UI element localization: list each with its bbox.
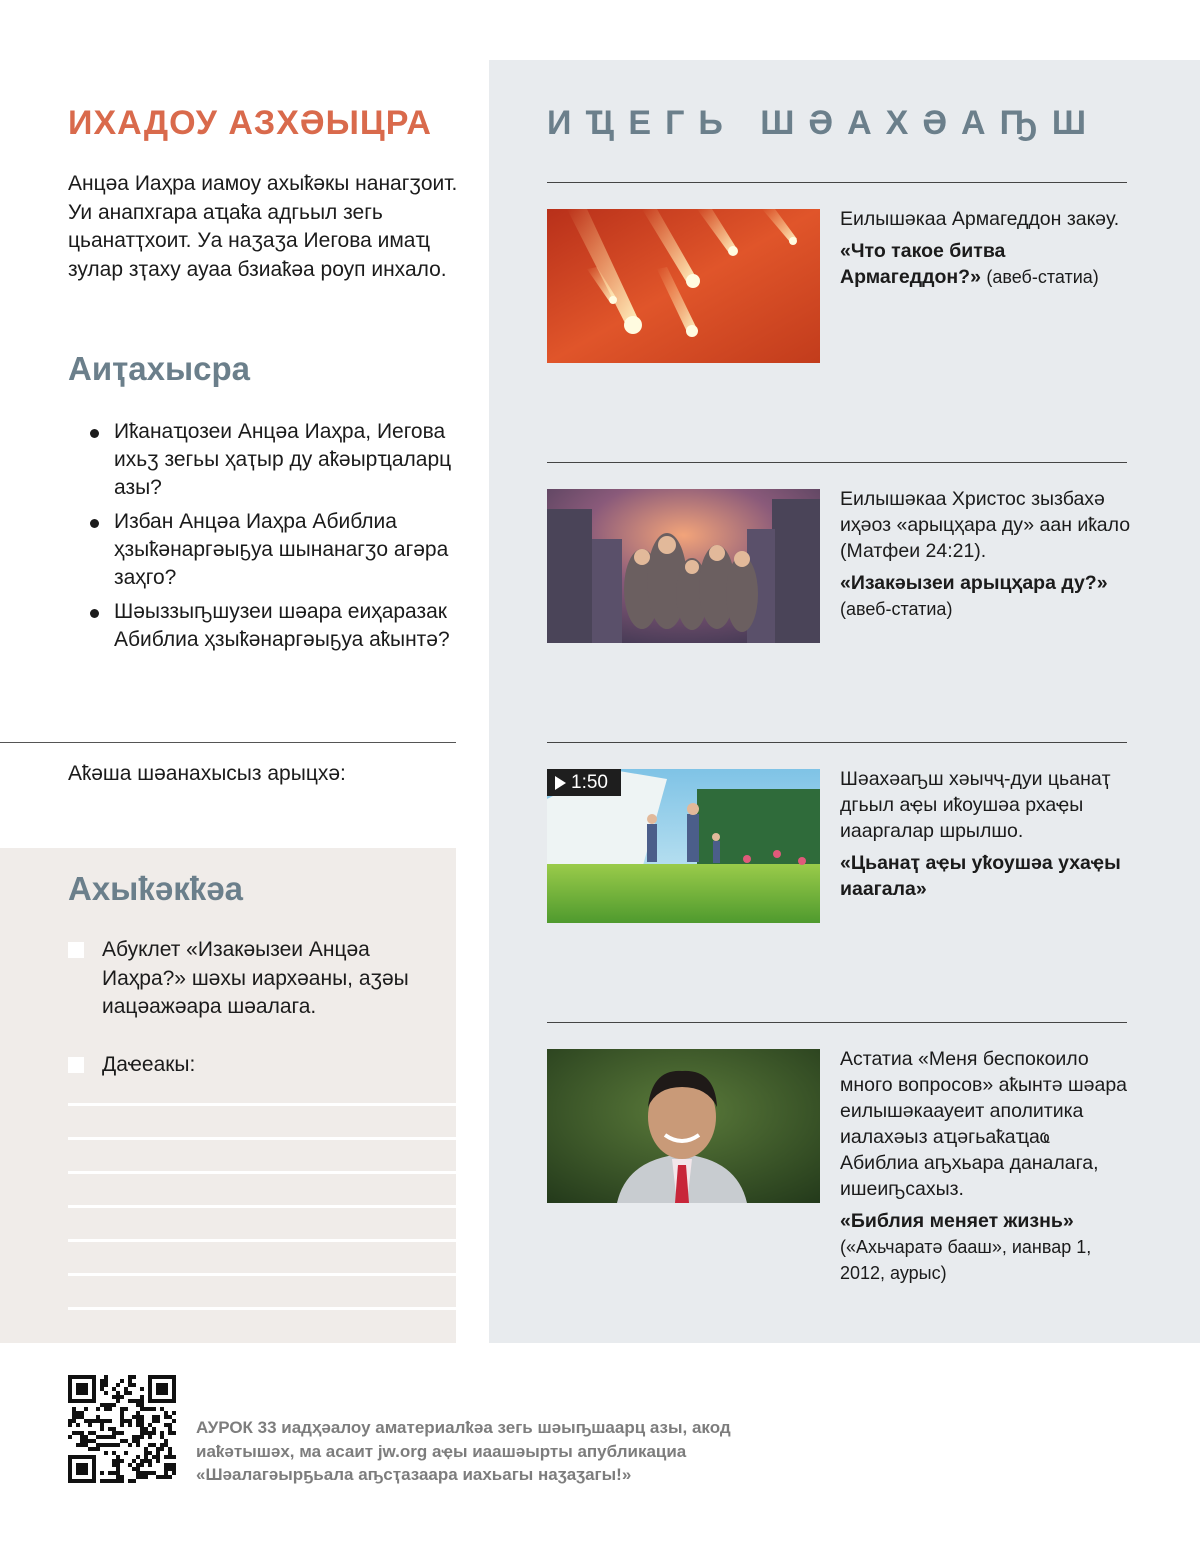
- entry-description: Еилышәкаа Христос зызбахә иҳәоз «арыцҳара ду» аан иҟало (Матфеи 24:21).: [840, 488, 1131, 562]
- bullet-icon: [90, 609, 99, 618]
- summary-text: Анцәа Иаҳра иамоу ахыҟәкы нанагӡоит. Уи анапхгара аҵаҟа адгьыл зегь цьанатҭхоит. Уа наӡаӡа Иегова имаҵ зулар зҭаху ауаа бзиаҟәа роуп инхало.: [68, 172, 458, 281]
- qr-code[interactable]: [68, 1375, 176, 1483]
- review-question-list: [90, 418, 470, 660]
- entry-divider: [547, 462, 1127, 463]
- man-portrait-image[interactable]: [547, 1049, 820, 1203]
- entry-title-link[interactable]: «Изакәызеи арыцҳара ду?»: [840, 572, 1108, 594]
- entry-text: [840, 766, 1132, 902]
- goal-checkbox[interactable]: [68, 942, 84, 958]
- completion-date-label: Аҟәша шәанахысыз арыцхә:: [68, 762, 346, 785]
- entry-title-link[interactable]: «Библия меняет жизнь»: [840, 1210, 1074, 1232]
- video-duration: 1:50: [571, 772, 608, 793]
- review-question: [90, 418, 470, 502]
- entry-type: (авеб-статиа): [840, 599, 953, 619]
- goal-item: [68, 936, 408, 1026]
- writing-line[interactable]: [68, 1273, 456, 1276]
- entry-divider: [547, 1022, 1127, 1023]
- video-duration-badge: [547, 769, 621, 796]
- writing-line[interactable]: [68, 1137, 456, 1140]
- explore-heading: ИҴЕГЬ ШӘАХӘАҦШ: [547, 104, 1101, 142]
- entry-description: Астатиа «Меня беспокоило много вопросов» аҟынтә шәара еилышәкаауеит аполитика иалахәыз аҵәгьаҟаҵаҩ Абиблиа аҧхьара даналага, ишеиҧсахыз.: [840, 1048, 1128, 1200]
- review-question-text: Шәыззыҧшузеи шәара еиҳаразак Абиблиа ҳзыҟәнаргәыҕуа аҟынтә?: [114, 600, 450, 651]
- play-icon: [555, 776, 566, 790]
- review-question-text: Избан Анцәа Иаҳра Абиблиа ҳзыҟәнаргәыҕуа шынанагӡо агәра заҳго?: [114, 510, 449, 589]
- review-question-text: Иҟанаҵозеи Анцәа Иаҳра, Иегова ихьӡ зегьы ҳаҭыр ду аҟәырҵаларц азы?: [114, 420, 452, 499]
- footer-note: АУРОК 33 иадҳәалоу аматериалҟәа зегь шәыҧшаарц азы, акод иаҟәтышәх, ма асаит jw.org аҿы иаашәырты апубликациа «Шәалагәырҕьала аҧсҭазаара иахьагы наӡаӡагы!»: [196, 1418, 731, 1484]
- summary-heading: ИХАДОУ АЗХӘЫЦРА: [68, 104, 432, 142]
- entry-divider: [547, 742, 1127, 743]
- writing-line[interactable]: [68, 1171, 456, 1174]
- entry-title-link[interactable]: «Цьанаҭ аҿы уҟоушәа ухаҿы иаагала»: [840, 852, 1121, 900]
- goal-checkbox[interactable]: [68, 1057, 84, 1073]
- entry-type: («Ахьчаратә бааш», ианвар 1, 2012, аурыс): [840, 1237, 1092, 1283]
- review-question: [90, 508, 470, 592]
- bullet-icon: [90, 519, 99, 528]
- review-heading: Аиҭахысра: [68, 350, 251, 387]
- goals-heading: Ахыҟәкҟәа: [68, 870, 243, 907]
- review-question: [90, 598, 470, 654]
- entry-divider: [547, 182, 1127, 183]
- section-divider: [0, 742, 456, 743]
- writing-line[interactable]: [68, 1103, 456, 1106]
- entry-description: Шәахәаҧш хәычҷ-дуи цьанаҭ дгьыл аҿы иҟоушәа рхаҿы иааргалар шрылшо.: [840, 768, 1111, 842]
- writing-line[interactable]: [68, 1239, 456, 1242]
- entry-type: (авеб-статиа): [986, 267, 1099, 287]
- meteors-image[interactable]: [547, 209, 820, 363]
- writing-line[interactable]: [68, 1307, 456, 1310]
- entry-text: [840, 486, 1132, 622]
- family-city-image[interactable]: [547, 489, 820, 643]
- entry-text: [840, 1046, 1132, 1286]
- goal-text: Даҽеакы:: [102, 1053, 196, 1076]
- entry-text: [840, 206, 1132, 290]
- goal-item: [68, 1051, 408, 1081]
- entry-title-link[interactable]: «Что такое битва Армагеддон?»: [840, 240, 1006, 288]
- bullet-icon: [90, 429, 99, 438]
- goal-text: Абуклет «Изакәызеи Анцәа Иаҳра?» шәхы иархәаны, аӡәы иацәажәара шәалага.: [102, 938, 409, 1018]
- goals-panel: [0, 848, 456, 1343]
- writing-line[interactable]: [68, 1205, 456, 1208]
- entry-description: Еилышәкаа Армагеддон закәу.: [840, 208, 1120, 230]
